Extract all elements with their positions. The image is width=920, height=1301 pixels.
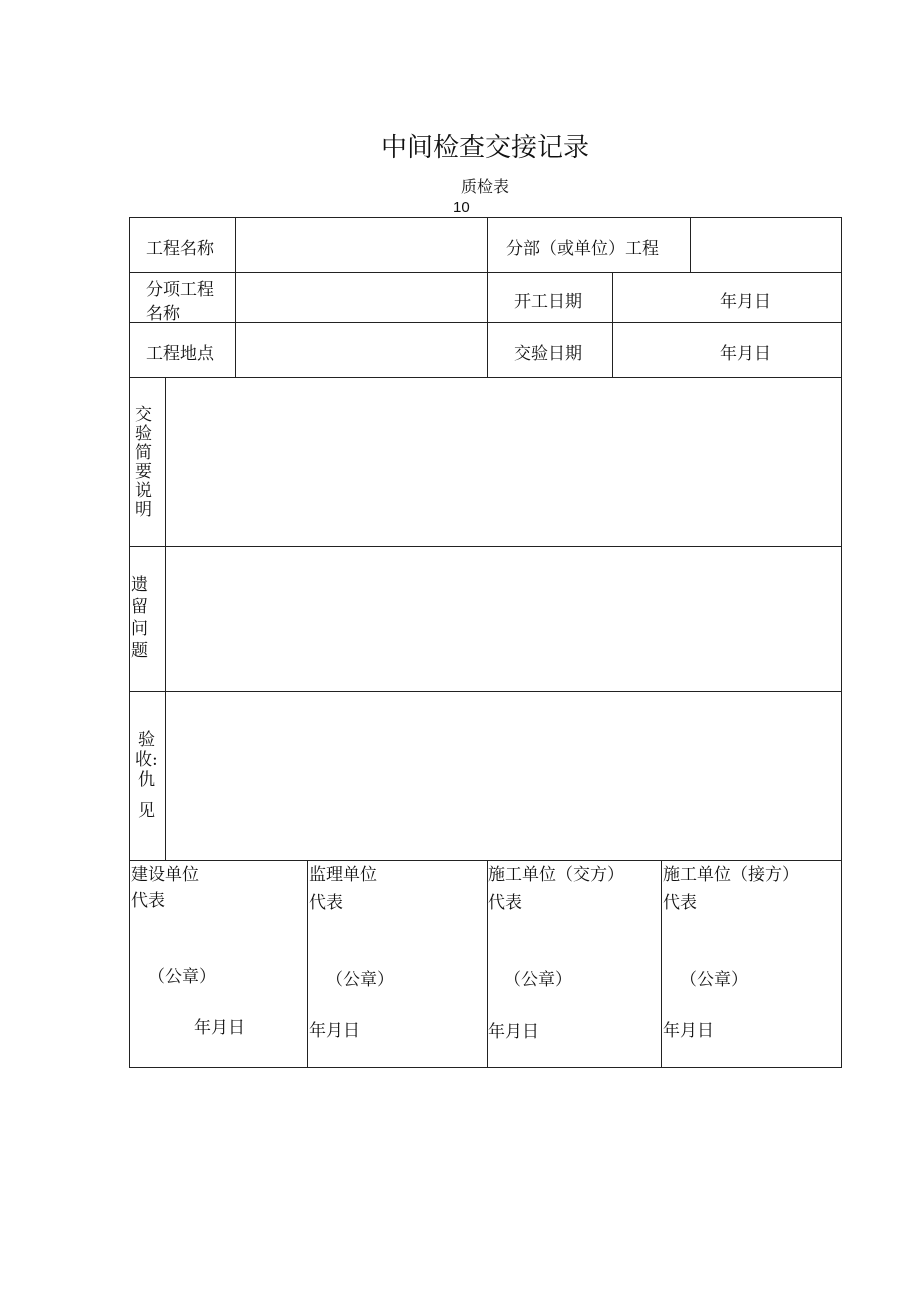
subitem-name-field[interactable]: [236, 273, 486, 321]
rep-label: 代表: [309, 893, 343, 913]
issues-char: 题: [131, 641, 148, 661]
column-divider: [612, 272, 613, 377]
signature-supervisor: [309, 862, 377, 916]
document-title: 中间检查交接记录: [380, 133, 589, 163]
rep-label: 代表: [663, 893, 697, 913]
row-divider: [130, 860, 841, 861]
issues-label: [131, 574, 151, 662]
seal-label: （公章）: [148, 967, 216, 987]
division-label: 分部（或单位）工程: [506, 239, 659, 259]
inspection-table: [129, 217, 842, 1068]
summary-char: 要: [135, 462, 152, 482]
signature-owner: [131, 862, 199, 914]
date-label: 年月日: [488, 1022, 539, 1042]
unit-label: 施工单位（接方）: [663, 865, 799, 885]
issues-char: 问: [131, 619, 148, 639]
seal-label: （公章）: [680, 970, 748, 990]
unit-label: 监理单位: [309, 865, 377, 885]
issues-char: 遗: [131, 575, 148, 595]
seal-label: （公章）: [326, 970, 394, 990]
division-field[interactable]: [691, 219, 839, 271]
date-label: 年月日: [309, 1021, 360, 1041]
handover-date-label: 交验日期: [514, 344, 582, 364]
document-subtitle: 质检表: [460, 177, 509, 196]
summary-field[interactable]: [166, 378, 840, 545]
rep-label: 代表: [488, 893, 522, 913]
subitem-label-line2: 名称: [146, 304, 180, 324]
unit-label: 建设单位: [131, 865, 199, 885]
opinion-char: 见: [138, 801, 155, 821]
unit-label: 施工单位（交方）: [488, 865, 624, 885]
project-name-field[interactable]: [236, 219, 486, 271]
handover-date-value: 年月日: [720, 344, 771, 364]
rep-label: 代表: [131, 891, 165, 911]
summary-char: 验: [135, 424, 152, 444]
issues-char: 留: [131, 597, 148, 617]
opinion-char: 收:: [135, 750, 158, 770]
summary-char: 明: [135, 500, 152, 520]
form-number: 10: [453, 199, 470, 216]
location-field[interactable]: [236, 323, 486, 376]
column-divider: [487, 218, 488, 377]
date-label: 年月日: [663, 1021, 714, 1041]
column-divider: [307, 860, 308, 1067]
subitem-label-line1: 分项工程: [146, 280, 214, 300]
project-name-label: 工程名称: [146, 239, 214, 259]
signature-contractor-handing: [488, 862, 624, 916]
opinion-label: [135, 730, 168, 821]
opinion-char: 验: [138, 730, 155, 750]
summary-char: 说: [135, 481, 152, 501]
opinion-field[interactable]: [166, 692, 840, 859]
start-date-value: 年月日: [720, 292, 771, 312]
summary-char: 简: [135, 443, 152, 463]
signature-contractor-receiving: [663, 862, 799, 916]
summary-label: [135, 406, 155, 520]
issues-field[interactable]: [166, 547, 840, 690]
location-label: 工程地点: [146, 344, 214, 364]
column-divider: [661, 860, 662, 1067]
opinion-char: 仇: [138, 770, 155, 790]
date-label: 年月日: [194, 1018, 245, 1038]
start-date-label: 开工日期: [514, 292, 582, 312]
seal-label: （公章）: [504, 970, 572, 990]
summary-char: 交: [135, 405, 152, 425]
